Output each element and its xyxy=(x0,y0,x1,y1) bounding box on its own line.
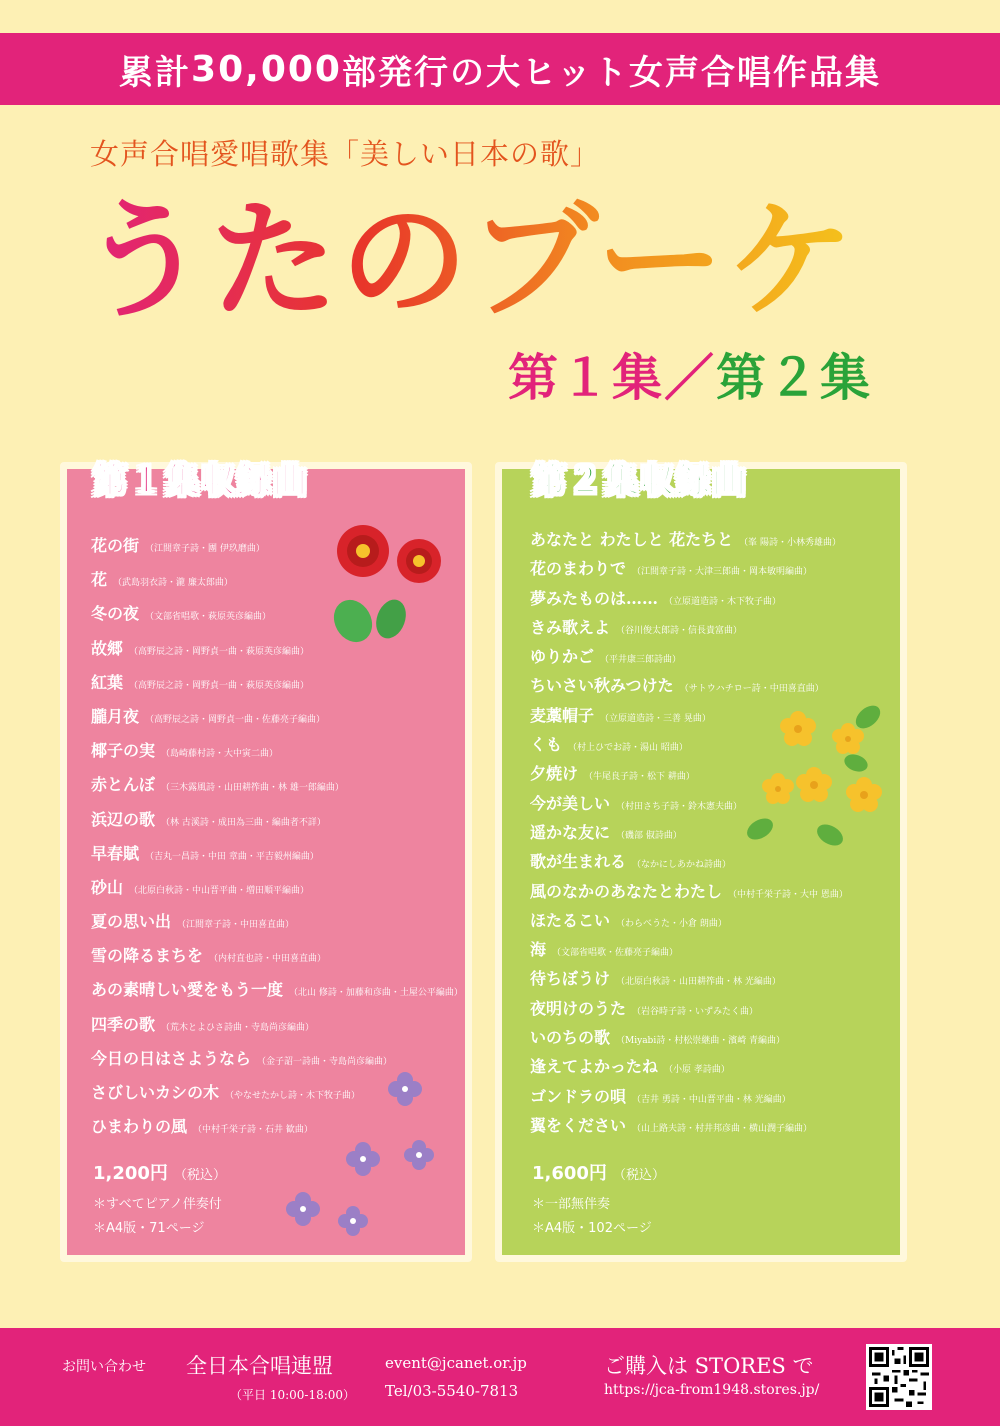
song-item xyxy=(91,905,471,939)
song-item xyxy=(91,837,471,871)
song-credit: （吉丸一昌詩・中田 章曲・平吉毅州編曲） xyxy=(145,851,319,862)
camellia-icon xyxy=(323,521,453,651)
song-credit: （武島羽衣詩・瀧 廉太郎曲） xyxy=(113,578,233,589)
volume-2-panel xyxy=(495,462,907,1262)
volume-1-tax-label: （税込） xyxy=(173,1168,226,1183)
song-item xyxy=(530,964,910,993)
song-credit: （荒木とよひさ詩曲・寺島尚彦編曲） xyxy=(161,1022,315,1033)
song-credit: （Miyabi詩・村松崇継曲・濱崎 青編曲） xyxy=(616,1036,786,1047)
song-item xyxy=(91,973,471,1007)
qr-code-icon[interactable] xyxy=(866,1344,932,1410)
song-credit: （小原 孝詩曲） xyxy=(664,1065,730,1076)
song-credit: （江間章子詩・大津三郎曲・岡本敏明編曲） xyxy=(632,567,813,578)
song-credit: （北原白秋詩・山田耕筰曲・林 光編曲） xyxy=(616,977,781,988)
song-credit: （なかにしあかね詩曲） xyxy=(632,860,732,871)
song-credit: （江間章子詩・團 伊玖磨曲） xyxy=(145,544,265,554)
song-title: 遥かな友に xyxy=(530,822,611,842)
song-title: 四季の歌 xyxy=(91,1014,156,1034)
song-title: くも xyxy=(530,735,563,755)
song-credit: （立原道造詩・三善 晃曲） xyxy=(600,713,711,724)
yellow-flowers-icon xyxy=(738,699,908,869)
song-item xyxy=(530,1111,910,1140)
song-title: 早春賦 xyxy=(91,843,140,863)
song-title: いのちの歌 xyxy=(530,1028,611,1048)
song-item xyxy=(530,671,910,700)
song-title: きみ歌えよ xyxy=(530,617,611,637)
song-item xyxy=(91,734,471,768)
song-title: 今日の日はさようなら xyxy=(91,1048,252,1068)
song-credit: （立原道造詩・木下牧子曲） xyxy=(664,596,782,607)
song-credit: （村上ひでお詩・湯山 昭曲） xyxy=(568,743,688,754)
volume-1-heading: 第１集収録曲 xyxy=(93,461,309,501)
song-title: 朧月夜 xyxy=(91,706,140,726)
song-item xyxy=(530,613,910,642)
song-item xyxy=(91,871,471,905)
song-title: 夜明けのうた xyxy=(530,998,627,1018)
song-title: ほたるこい xyxy=(530,910,611,930)
song-credit: （島崎藤村詩・大中寅二曲） xyxy=(161,749,279,760)
song-credit: （高野辰之詩・岡野貞一曲・萩原英彦編曲） xyxy=(129,680,310,691)
song-title: 今が美しい xyxy=(530,793,611,813)
volume-labels xyxy=(508,338,872,410)
song-title: 椰子の実 xyxy=(91,741,156,761)
song-credit: （牛尾良子詩・松下 耕曲） xyxy=(584,772,695,783)
song-credit: （三木露風詩・山田耕筰曲・林 雄一郎編曲） xyxy=(161,783,344,794)
song-title: 待ちぼうけ xyxy=(530,969,611,989)
song-title: 故郷 xyxy=(91,638,124,658)
song-credit: （文部省唱歌・佐藤亮子編曲） xyxy=(552,948,679,959)
song-title: 夕焼け xyxy=(530,764,579,784)
song-item xyxy=(530,1023,910,1052)
song-title: 赤とんぼ xyxy=(91,775,156,795)
volume-separator: ／ xyxy=(664,348,716,407)
song-item xyxy=(91,1008,471,1042)
song-title: 麦藁帽子 xyxy=(530,705,595,725)
volume-2-price xyxy=(532,1159,665,1185)
song-title: 花 xyxy=(91,570,108,590)
song-item xyxy=(91,768,471,802)
song-title: 夏の思い出 xyxy=(91,912,172,932)
song-credit: （高野辰之詩・岡野貞一曲・萩原英彦編曲） xyxy=(129,646,310,657)
song-item xyxy=(530,906,910,935)
song-credit: （北山 修詩・加藤和彦曲・土屋公平編曲） xyxy=(289,988,463,999)
volume-1-note-accompaniment: ＊すべてピアノ伴奏付 xyxy=(93,1197,222,1212)
song-title: 夢みたものは…… xyxy=(530,588,659,608)
song-title: ゴンドラの唄 xyxy=(530,1086,627,1106)
song-credit: （中村千栄子詩・石井 歓曲） xyxy=(193,1125,313,1136)
song-title: 風のなかのあなたとわたし xyxy=(530,881,723,901)
volume-1-panel xyxy=(60,462,472,1262)
song-title: ひまわりの風 xyxy=(91,1117,188,1137)
song-credit: （磯部 俶詩曲） xyxy=(616,830,682,841)
song-title: さびしいカシの木 xyxy=(91,1083,220,1102)
volume-2-note-accompaniment: ＊一部無伴奏 xyxy=(532,1197,611,1212)
song-title: ゆりかご xyxy=(530,647,595,667)
contact-phone[interactable]: Tel/03-5540-7813 xyxy=(385,1382,519,1400)
song-title: 砂山 xyxy=(91,877,124,897)
song-credit: （村田さち子詩・鈴木憲夫曲） xyxy=(616,801,743,812)
headline-band xyxy=(0,33,1000,105)
song-credit: （江間章子詩・中田喜直曲） xyxy=(177,920,295,931)
volume-2-note-format: ＊A4版・102ページ xyxy=(532,1221,652,1236)
song-title: ちいさい秋みつけた xyxy=(530,676,674,696)
volume-1-note-format: ＊A4版・71ページ xyxy=(93,1221,205,1236)
song-title: あの素晴しい愛をもう一度 xyxy=(91,980,284,1000)
song-item xyxy=(530,525,910,554)
song-credit: （中村千栄子詩・大中 恩曲） xyxy=(728,889,848,900)
footer-band xyxy=(0,1328,1000,1426)
song-credit: （内村直也詩・中田喜直曲） xyxy=(209,954,327,965)
song-title: 紅葉 xyxy=(91,672,124,692)
song-item xyxy=(530,994,910,1023)
song-title: 海 xyxy=(530,940,547,960)
volume-1-price-value: 1,200円 xyxy=(93,1163,168,1184)
song-item xyxy=(91,666,471,700)
volume-2-price-value: 1,600円 xyxy=(532,1163,607,1184)
office-hours: （平日 10:00-18:00） xyxy=(230,1388,356,1402)
volume-1-label: 第１集 xyxy=(508,348,664,407)
song-credit: （林 古溪詩・成田為三曲・編曲者不詳） xyxy=(161,817,326,828)
song-title: 雪の降るまちを xyxy=(91,946,204,966)
song-title: 花の街 xyxy=(91,536,140,555)
song-credit: （岩谷時子詩・いずみたく曲） xyxy=(632,1006,759,1017)
store-url[interactable]: https://jca-from1948.stores.jp/ xyxy=(604,1382,820,1398)
collection-subtitle: 女声合唱愛唱歌集「美しい日本の歌」 xyxy=(90,137,601,171)
song-credit: （峯 陽詩・小林秀雄曲） xyxy=(739,538,842,548)
song-credit: （わらべうた・小倉 朗曲） xyxy=(616,918,727,929)
volume-1-price xyxy=(93,1159,226,1185)
volume-2-label: 第２集 xyxy=(716,348,872,407)
song-credit: （サトウハチロー詩・中田喜直曲） xyxy=(679,684,824,695)
song-item xyxy=(530,1052,910,1081)
song-credit: （吉井 勇詩・中山晋平曲・林 光編曲） xyxy=(632,1094,791,1105)
organization-name: 全日本合唱連盟 xyxy=(186,1354,333,1378)
song-item xyxy=(530,584,910,613)
inquiry-label: お問い合わせ xyxy=(62,1359,146,1375)
song-title: 浜辺の歌 xyxy=(91,809,156,829)
song-title: 歌が生まれる xyxy=(530,852,627,872)
song-item xyxy=(530,877,910,906)
song-item xyxy=(91,700,471,734)
song-credit: （北原白秋詩・中山晋平曲・増田順平編曲） xyxy=(129,885,310,896)
headline-text-b: 部発行の大ヒット女声合唱作品集 xyxy=(341,52,881,93)
song-title: あなたと わたしと 花たちと xyxy=(530,530,734,549)
volume-2-tax-label: （税込） xyxy=(612,1168,665,1183)
headline-number: 30,000 xyxy=(191,48,342,90)
song-title: 逢えてよかったね xyxy=(530,1057,659,1077)
song-credit: （高野辰之詩・岡野貞一曲・佐藤亮子編曲） xyxy=(145,714,326,725)
song-credit: （平井康三郎詩曲） xyxy=(600,655,682,666)
song-credit: （金子詔一詩曲・寺島尚彦編曲） xyxy=(257,1056,393,1067)
page-title: うたのブーケ xyxy=(80,186,940,336)
song-item xyxy=(530,554,910,583)
contact-email[interactable]: event@jcanet.or.jp xyxy=(385,1354,527,1372)
purchase-label: ご購入は STORES で xyxy=(604,1354,814,1378)
song-title: 冬の夜 xyxy=(91,604,140,624)
song-credit: （やなせたかし詩・木下牧子曲） xyxy=(225,1091,361,1101)
violet-flowers-icon xyxy=(267,1059,467,1249)
song-item xyxy=(530,1082,910,1111)
song-credit: （文部省唱歌・萩原英彦編曲） xyxy=(145,612,272,623)
headline-text-a: 累計 xyxy=(119,52,192,93)
song-credit: （山上路夫詩・村井邦彦曲・横山潤子編曲） xyxy=(632,1123,813,1134)
song-title: 翼をください xyxy=(530,1115,627,1135)
song-item xyxy=(91,803,471,837)
volume-2-heading: 第２集収録曲 xyxy=(532,461,748,501)
song-item xyxy=(530,642,910,671)
song-title: 花のまわりで xyxy=(530,559,627,579)
song-item xyxy=(91,939,471,973)
song-item xyxy=(530,935,910,964)
song-credit: （谷川俊太郎詩・信長貴富曲） xyxy=(616,625,743,636)
